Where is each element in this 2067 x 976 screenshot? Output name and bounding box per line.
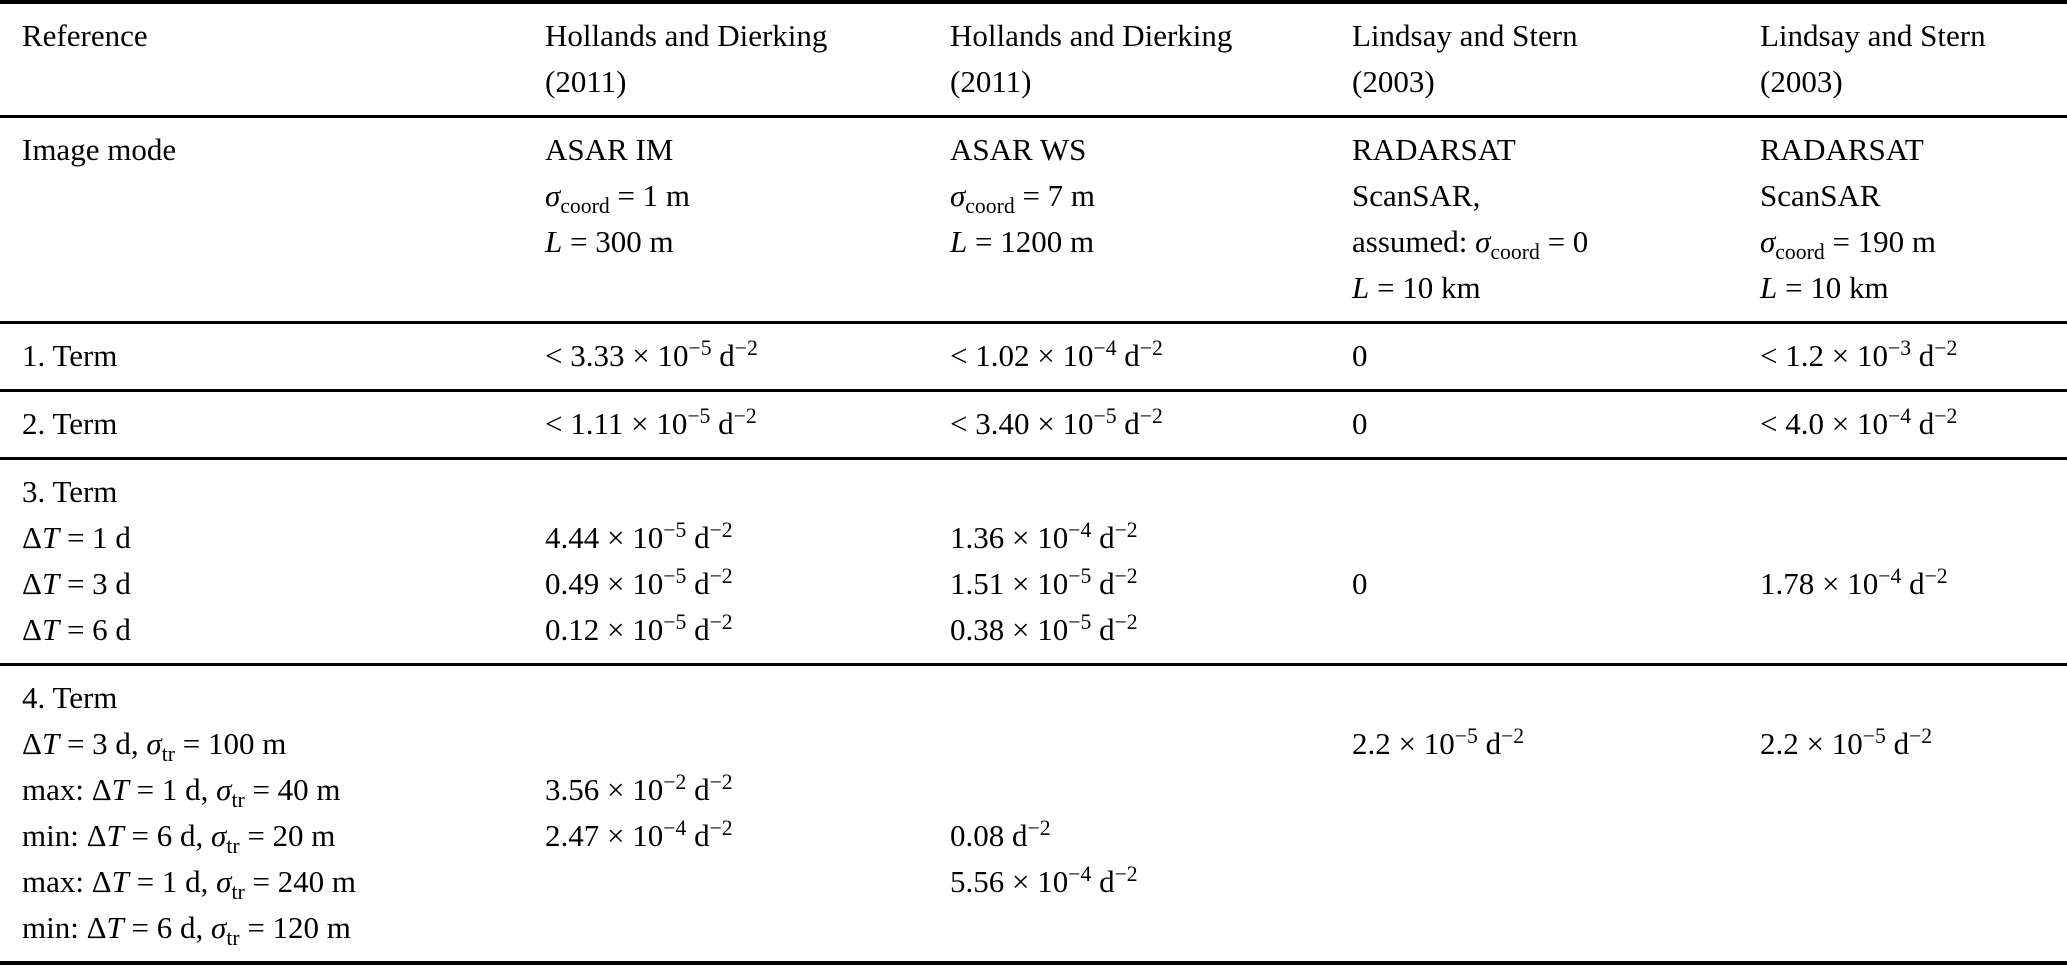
cell-line: < $3.33 \times 10^{-5}$ $d^{-2}$ [545,335,758,373]
cell-line: Hollands and Dierking [545,18,828,53]
cell-line: assumed: $\sigma_{coord} = 0$ [1352,224,1589,264]
cell-line: Lindsay and Stern [1352,18,1578,53]
cell-image-mode-radarsat-190m [1760,117,2067,323]
cell-line: $5.56 \times 10^{-4}$ $d^{-2}$ [950,861,1138,899]
cell-line: ΔT = 1 d [22,520,131,555]
cell-line [950,905,1346,951]
cell-line [1760,905,2061,951]
cell-line [545,905,944,951]
cell-line: min: ΔT = 6 d, $\sigma_{tr} = 120$ m [22,910,351,950]
cell-line: ScanSAR, [1352,178,1481,213]
cell-line: (2003) [1760,64,1843,99]
row-term-2 [0,391,2067,459]
cell-line: Lindsay and Stern [1760,18,1986,53]
cell-line: L = 300 m [545,224,674,259]
cell-line: ΔT = 3 d, $\sigma_{tr} = 100$ m [22,726,287,766]
cell-image-mode-radarsat-assumed [1352,117,1760,323]
cell-line [1760,469,2061,515]
cell-term-2-radarsat-assumed [1352,391,1760,459]
cell-line: 2. Term [22,406,118,441]
cell-line [950,721,1346,767]
cell-reference-radarsat-assumed [1352,2,1760,117]
cell-line: 4. Term [22,680,118,715]
cell-line [950,675,1346,721]
cell-reference-label [0,2,545,117]
cell-line: $3.56 \times 10^{-2}$ $d^{-2}$ [545,769,733,807]
cell-line: $0.38 \times 10^{-5}$ $d^{-2}$ [950,609,1138,647]
cell-line: 3. Term [22,474,118,509]
cell-line: $1.36 \times 10^{-4}$ $d^{-2}$ [950,517,1138,555]
cell-term-1-label [0,323,545,391]
cell-line: L = 1200 m [950,224,1095,259]
cell-line: $2.2 \times 10^{-5}$ $d^{-2}$ [1760,723,1933,761]
cell-line: (2003) [1352,64,1435,99]
cell-line: ScanSAR [1760,178,1881,213]
row-term-4 [0,665,2067,964]
cell-line [1352,607,1754,653]
cell-reference-asar-ws [950,2,1352,117]
cell-line [545,721,944,767]
cell-term-2-asar-im [545,391,950,459]
cell-term-3-radarsat-190m [1760,459,2067,665]
cell-line: 1. Term [22,338,118,373]
cell-line [545,675,944,721]
cell-line: 0 [1352,406,1368,441]
cell-line [1352,905,1754,951]
cell-image-mode-asar-im [545,117,950,323]
cell-line: < $1.02 \times 10^{-4}$ $d^{-2}$ [950,335,1163,373]
cell-line: < $1.2 \times 10^{-3}$ $d^{-2}$ [1760,335,1958,373]
cell-line [1760,675,2061,721]
cell-line: min: ΔT = 6 d, $\sigma_{tr} = 20$ m [22,818,336,858]
cell-term-3-radarsat-assumed [1352,459,1760,665]
cell-line: max: ΔT = 1 d, $\sigma_{tr} = 240$ m [22,864,357,904]
cell-reference-radarsat-190m [1760,2,2067,117]
cell-line [1760,859,2061,905]
cell-term-4-label [0,665,545,964]
cell-image-mode-label [0,117,545,323]
cell-line [545,859,944,905]
cell-term-1-asar-ws [950,323,1352,391]
cell-reference-asar-im [545,2,950,117]
cell-line [1352,469,1754,515]
cell-term-3-asar-im [545,459,950,665]
cell-line: Hollands and Dierking [950,18,1233,53]
cell-term-4-radarsat-assumed [1352,665,1760,964]
cell-term-3-asar-ws [950,459,1352,665]
row-image-mode [0,117,2067,323]
cell-line: < $4.0 \times 10^{-4}$ $d^{-2}$ [1760,403,1958,441]
cell-line [1760,813,2061,859]
cell-line: $2.2 \times 10^{-5}$ $d^{-2}$ [1352,723,1525,761]
cell-line [950,469,1346,515]
cell-term-4-asar-im [545,665,950,964]
cell-line: RADARSAT [1760,132,1924,167]
cell-line: (2011) [950,64,1032,99]
row-reference [0,2,2067,117]
cell-line: ΔT = 3 d [22,566,131,601]
cell-line: < $1.11 \times 10^{-5}$ $d^{-2}$ [545,403,757,441]
cell-line: $\sigma_{coord} = 190$ m [1760,224,1937,264]
cell-line: ASAR IM [545,132,674,167]
cell-term-1-asar-im [545,323,950,391]
cell-line: (2011) [545,64,627,99]
cell-line: $4.44 \times 10^{-5}$ $d^{-2}$ [545,517,733,555]
cell-line [950,767,1346,813]
cell-line: Image mode [22,132,177,167]
cell-line: 0 [1352,566,1368,601]
cell-term-2-radarsat-190m [1760,391,2067,459]
cell-line [1352,859,1754,905]
cell-line [545,469,944,515]
cell-line [1760,607,2061,653]
cell-line: 0 [1352,338,1368,373]
cell-image-mode-asar-ws [950,117,1352,323]
cell-line: $2.47 \times 10^{-4}$ $d^{-2}$ [545,815,733,853]
cell-line: $0.49 \times 10^{-5}$ $d^{-2}$ [545,563,733,601]
cell-line: $1.51 \times 10^{-5}$ $d^{-2}$ [950,563,1138,601]
cell-line: L = 10 km [1760,270,1889,305]
cell-line: $0.12 \times 10^{-5}$ $d^{-2}$ [545,609,733,647]
cell-line: RADARSAT [1352,132,1516,167]
cell-line [1760,515,2061,561]
cell-term-2-asar-ws [950,391,1352,459]
cell-line [1352,813,1754,859]
cell-line: $\sigma_{coord} = 1$ m [545,178,691,218]
cell-line: 0.08 $d^{-2}$ [950,815,1051,853]
cell-line: max: ΔT = 1 d, $\sigma_{tr} = 40$ m [22,772,341,812]
row-term-3 [0,459,2067,665]
cell-term-4-radarsat-190m [1760,665,2067,964]
cell-line [1352,767,1754,813]
cell-term-3-label [0,459,545,665]
cell-line [1352,515,1754,561]
cell-line [1760,767,2061,813]
cell-line [1352,675,1754,721]
cell-line: ΔT = 6 d [22,612,131,647]
cell-term-1-radarsat-assumed [1352,323,1760,391]
cell-term-1-radarsat-190m [1760,323,2067,391]
cell-line: L = 10 km [1352,270,1481,305]
cell-line: < $3.40 \times 10^{-5}$ $d^{-2}$ [950,403,1163,441]
cell-line: ASAR WS [950,132,1087,167]
cell-term-2-label [0,391,545,459]
cell-line: $1.78 \times 10^{-4}$ $d^{-2}$ [1760,563,1948,601]
cell-line: $\sigma_{coord} = 7$ m [950,178,1096,218]
cell-term-4-asar-ws [950,665,1352,964]
cell-line: Reference [22,18,148,53]
row-term-1 [0,323,2067,391]
